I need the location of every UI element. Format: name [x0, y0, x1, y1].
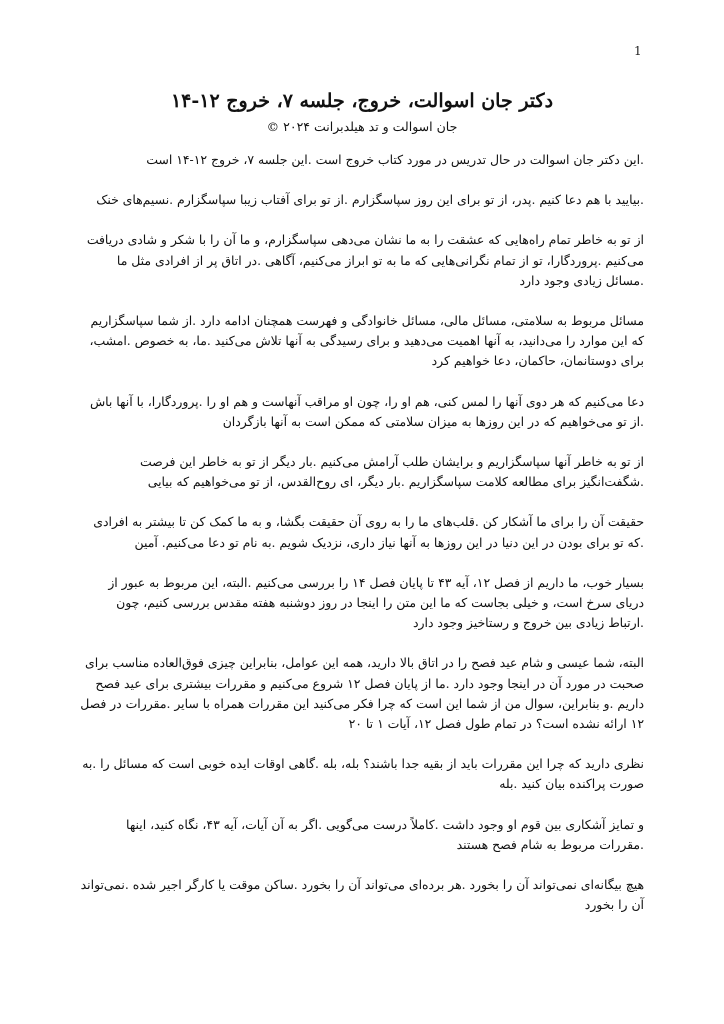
paragraph: البته، شما عیسی و شام عید فصح را در اتاق بالا دارید، همه این عوامل، بنابراین چیزی فوق‌العاده مناسب برای صحبت در مورد آن در اینجا وجود دارد .ما از پایان فصل ۱۲ شروع می‌کنیم و مقررات بیشتری برای عید فصح داریم .و بنابراین، سوال من از شما این است که چرا فکر می‌کنید این مقررات همراه با سایر .مقررات در فصل ۱۲ ارائه نشده است؟ در تمام طول فصل ۱۲، آیات ۱ تا ۲۰ [80, 655, 644, 732]
paragraph: و تمایز آشکاری بین قوم او وجود داشت .کاملاً درست می‌گویی .اگر به آن آیات، آیه ۴۳، نگاه کنید، اینها .مقررات مربوط به شام فصح هستند [126, 816, 644, 852]
paragraph: .این دکتر جان اسوالت در حال تدریس در مورد کتاب خروج است .این جلسه ۷، خروج ۱۲-۱۴ است [146, 152, 644, 167]
page-number: 1 [634, 44, 642, 58]
paragraph: حقیقت آن را برای ما آشکار کن .قلب‌های ما را به روی آن حقیقت بگشا، و به ما کمک کن تا بیشتر به افرادی .که تو برای بودن در این دنیا در این روزها به آنها نیاز داری، نزدیک شویم .به نام تو دعا می‌کنیم. آمین [93, 514, 644, 550]
document-body [80, 150, 644, 935]
paragraph: هیچ بیگانه‌ای نمی‌تواند آن را بخورد .هر برده‌ای می‌تواند آن را بخورد .ساکن موقت یا کارگر اجیر شده .نمی‌تواند آن را بخورد [80, 877, 644, 913]
paragraph: مسائل مربوط به سلامتی، مسائل مالی، مسائل خانوادگی و فهرست همچنان ادامه دارد .از شما سپاسگزاریم که این موارد را می‌دانید، به آنها اهمیت می‌دهید و برای رسیدگی به آنها تلاش می‌کنید .ما، به خصوص .امشب، برای دوستانمان، حاکمان، دعا خواهیم کرد [89, 313, 644, 369]
paragraph: نظری دارید که چرا این مقررات باید از بقیه جدا باشند؟ بله، بله .گاهی اوقات ایده خوبی است که مسائل را .به صورت پراکنده بیان کنید .بله [82, 756, 644, 792]
paragraph: دعا می‌کنیم که هر دوی آنها را لمس کنی، هم او را، چون او مراقب آنهاست و هم او را .پروردگارا، با آنها باش .از تو می‌خواهیم که در این روزها به میزان سلامتی که ممکن است به آنها بازگردان [89, 393, 644, 429]
paragraph: از تو به خاطر تمام راه‌هایی که عشقت را به ما نشان می‌دهی سپاسگزارم، و ما آن را با شکر و شادی دریافت می‌کنیم .پروردگارا، تو از تمام نگرانی‌هایی که ما به تو ابراز می‌کنیم، آگاهی .در اتاق پر از افرادی مثل ما .مسائل زیادی وجود دارد [86, 232, 644, 288]
document-subtitle: جان اسوالت و تد هیلدبرانت ۲۰۲۴ © [266, 119, 458, 134]
document-header [80, 86, 644, 136]
paragraph: بسیار خوب، ما داریم از فصل ۱۲، آیه ۴۳ تا پایان فصل ۱۴ را بررسی می‌کنیم .البته، این مربوط به عبور از دریای سرخ است، و خیلی بجاست که ما این متن را اینجا در روز دوشنبه هفته مقدس بررسی کنیم، چون .ارتباط زیادی بین خروج و رستاخیز وجود دارد [108, 574, 644, 631]
document-title: دکتر جان اسوالت، خروج، جلسه ۷، خروج ۱۲-۱۴ [170, 90, 554, 112]
paragraph: از تو به خاطر آنها سپاسگزاریم و برایشان طلب آرامش می‌کنیم .بار دیگر از تو به خاطر این فرصت .شگفت‌انگیز برای مطالعه کلامت سپاسگزاریم .بار دیگر، ای روح‌القدس، از تو می‌خواهیم که بیایی [139, 454, 644, 490]
paragraph: .بیایید با هم دعا کنیم .پدر، از تو برای این روز سپاسگزارم .از تو برای آفتاب زیبا سپاسگزارم .نسیم‌های خنک [96, 192, 644, 208]
